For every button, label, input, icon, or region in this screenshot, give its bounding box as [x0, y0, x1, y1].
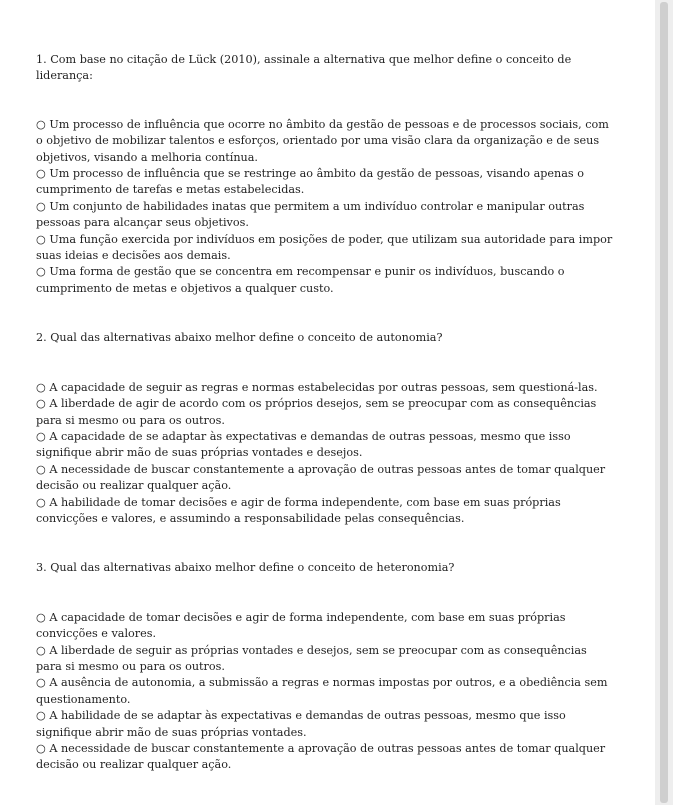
question-list [36, 52, 616, 774]
question-3-option-5[interactable]: ○ A necessidade de buscar constantemente a aprovação de outras pessoas antes de tomar qualquer decisão ou realizar qualquer ação. [36, 742, 606, 772]
question-1-option-3[interactable]: ○ Um conjunto de habilidades inatas que permitem a um indivíduo controlar e manipular outras pessoas para alcançar seus objetivos. [36, 199, 585, 230]
scrollbar-thumb[interactable] [660, 2, 668, 803]
question-2-option-3[interactable]: ○ A capacidade de se adaptar às expectativas e demandas de outras pessoas, mesmo que isso signifique abrir mão de suas próprias vontades e desejos. [36, 429, 571, 460]
question-3-option-3[interactable]: ○ A ausência de autonomia, a submissão a regras e normas impostas por outros, e a obediência sem questionamento. [36, 676, 608, 706]
question-spacer [36, 297, 616, 330]
question-2 [36, 330, 616, 527]
question-3-option-2[interactable]: ○ A liberdade de seguir as próprias vontades e desejos, sem se preocupar com as consequências para si mesmo ou para os outros. [36, 643, 587, 673]
question-3-text: 3. Qual das alternativas abaixo melhor define o conceito de heteronomia? [36, 561, 455, 575]
question-2-option-1[interactable]: ○ A capacidade de seguir as regras e normas estabelecidas por outras pessoas, sem questioná-las. [36, 380, 598, 394]
question-2-text: 2. Qual das alternativas abaixo melhor define o conceito de autonomia? [36, 331, 443, 345]
question-1 [36, 52, 616, 297]
question-spacer [36, 527, 616, 560]
question-3-option-1[interactable]: ○ A capacidade de tomar decisões e agir de forma independente, com base em suas próprias convicções e valores. [36, 610, 566, 641]
question-1-text: 1. Com base no citação de Lück (2010), assinale a alternativa que melhor define o conceito de liderança: [36, 53, 572, 83]
question-1-option-5[interactable]: ○ Uma forma de gestão que se concentra em recompensar e punir os indivíduos, buscando o cumprimento de metas e objetivos a qualquer custo. [36, 265, 565, 295]
question-1-option-2[interactable]: ○ Um processo de influência que se restringe ao âmbito da gestão de pessoas, visando apenas o cumprimento de tarefas e metas estabelecidas. [36, 167, 584, 197]
question-3 [36, 560, 616, 773]
question-3-option-4[interactable]: ○ A habilidade de se adaptar às expectativas e demandas de outras pessoas, mesmo que isso signifique abrir mão de suas próprias vontades. [36, 709, 566, 739]
question-1-option-4[interactable]: ○ Uma função exercida por indivíduos em posições de poder, que utilizam sua autoridade para impor suas ideias e decisões aos demais. [36, 232, 613, 263]
question-1-option-1[interactable]: ○ Um processo de influência que ocorre no âmbito da gestão de pessoas e de processos sociais, com o objetivo de mobilizar talentos e esforços, orientado por uma visão clara da organização e de seus objetivos, visando a melhoria contínua. [36, 117, 609, 164]
question-2-option-2[interactable]: ○ A liberdade de agir de acordo com os próprios desejos, sem se preocupar com as consequências para si mesmo ou para os outros. [36, 397, 597, 427]
question-2-option-5[interactable]: ○ A habilidade de tomar decisões e agir de forma independente, com base em suas próprias convicções e valores, e assumindo a responsabilidade pelas consequências. [36, 495, 561, 525]
question-2-option-4[interactable]: ○ A necessidade de buscar constantemente a aprovação de outras pessoas antes de tomar qualquer decisão ou realizar qualquer ação. [36, 462, 606, 493]
